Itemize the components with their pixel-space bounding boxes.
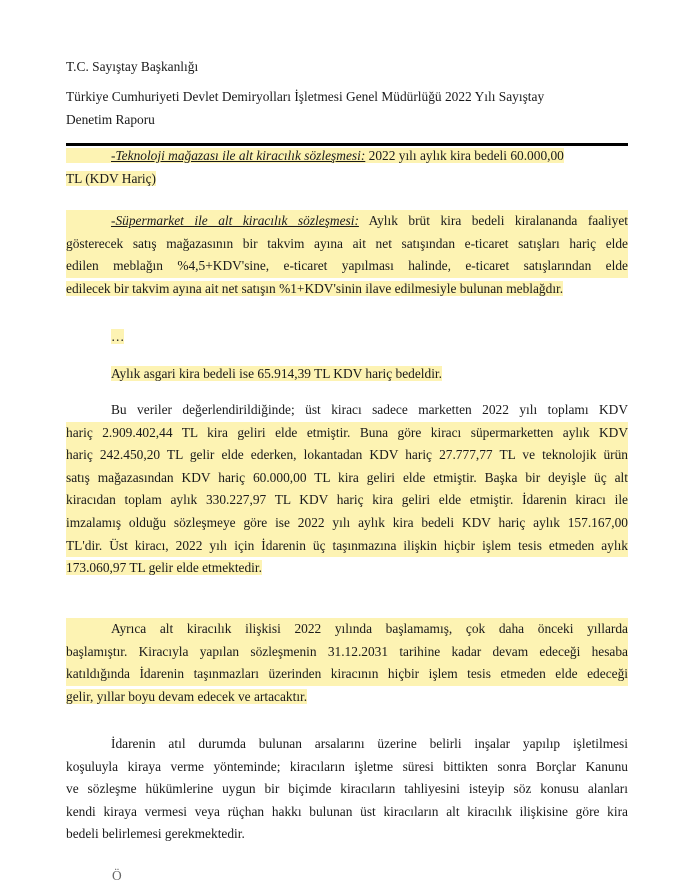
next-page-line-fragment: Ö (112, 868, 122, 883)
text-line: Aylık asgari kira bedeli ise 65.914,39 TL KDV hariç bedeldir. (111, 366, 442, 381)
text-line: hariç 2.909.402,44 TL kira geliri elde etmiştir. Buna göre kiracı süpermarketten aylık KDV (66, 422, 628, 445)
text-line: kiracıdan toplam aylık 330.227,97 TL KDV hariç kira geliri elde etmiştir. İdarenin kiracı ile (66, 489, 628, 512)
text-line: katıldığında İdarenin taşınmazları üzerinden kiracının hiçbir işlem tesis etmeden elde edeceği (66, 663, 628, 686)
text-line: TL (KDV Hariç) (66, 170, 156, 186)
text-line: edilecek bir takvim ayına ait net satışın %1+KDV'sinin ilave edilmesiyle bulunan meblağdır. (66, 280, 564, 296)
paragraph-technology-store (66, 145, 628, 190)
text-line: imzalamış olduğu sözleşmeye göre ise 2022 yılı aylık kira bedeli KDV hariç aylık 157.167,00 (66, 512, 628, 535)
text-line: İdarenin atıl durumda bulunan arsalarını üzerine belirli inşalar yapılıp işletilmesi (111, 736, 628, 751)
text-line: gösterecek satış mağazasının bir takvim ayına ait net satışından e-ticaret satışları hariç elde (66, 233, 628, 256)
text-line: Aylık brüt kira bedeli kiralananda faaliyet (358, 213, 628, 228)
ellipsis-line (66, 326, 628, 349)
text-line: hariç 242.450,20 TL gelir elde ederken, lokantadan KDV hariç 27.777,77 TL ve teknolojik ürün (66, 444, 628, 467)
contract-label: -Teknoloji mağazası ile alt kiracılık sözleşmesi: (111, 148, 366, 163)
ellipsis-text: … (111, 329, 125, 344)
text-line: gelir, yıllar boyu devam edecek ve artacaktır. (66, 688, 308, 704)
text-line: 2022 yılı aylık kira bedeli 60.000,00 (365, 148, 564, 163)
contract-label: -Süpermarket ile alt kiracılık sözleşmesi: (111, 213, 359, 228)
text-line: ve sözleşme hükümlerine uygun bir biçimde kiracıların tahliyesini isteyip söz konusu alanları (66, 781, 628, 797)
report-title-line-2: Denetim Raporu (66, 112, 155, 127)
text-line: TL'dir. Üst kiracı, 2022 yılı için İdarenin üç taşınmazına ilişkin hiçbir işlem tesis etmeden aylık (66, 535, 628, 558)
paragraph-supermarket (66, 210, 628, 300)
text-line: başlamıştır. Kiracıyla yapılan sözleşmenin 31.12.2031 tarihine kadar devam edeceği hesaba (66, 641, 628, 664)
text-line: edilen meblağın %4,5+KDV'sine, e-ticaret yapılması halinde, e-ticaret satışlarından elde (66, 255, 628, 278)
text-line: bedeli belirlemesi gerekmektedir. (66, 826, 245, 842)
text-line: satış mağazasından KDV hariç 60.000,00 TL kira geliri elde etmiştir. Başka bir deyişle üç alt (66, 467, 628, 490)
paragraph-minimum-rent (66, 363, 628, 386)
text-line: Bu veriler değerlendirildiğinde; üst kiracı sadece marketten 2022 yılı toplamı KDV (111, 402, 628, 417)
paragraph-recommendation (66, 733, 628, 846)
report-title-line-1: Türkiye Cumhuriyeti Devlet Demiryolları İşletmesi Genel Müdürlüğü 2022 Yılı Sayıştay (66, 89, 545, 104)
paragraph-evaluation (66, 399, 628, 580)
report-org: T.C. Sayıştay Başkanlığı (66, 59, 199, 74)
paragraph-sublease-history (66, 618, 628, 708)
text-line: Ayrıca alt kiracılık ilişkisi 2022 yılında başlamamış, çok daha önceki yıllarda (66, 618, 628, 641)
text-line: kendi kiraya vermesi veya rüçhan hakkı bulunan üst kiracıların alt kiracılık ilişkisine göre kira (66, 803, 628, 819)
text-line: koşuluyla kiraya verme yönteminde; kiracıların işletme süresi bittikten sonra Borçlar Kanunu (66, 758, 628, 774)
text-line: 173.060,97 TL gelir elde etmektedir. (66, 560, 262, 576)
